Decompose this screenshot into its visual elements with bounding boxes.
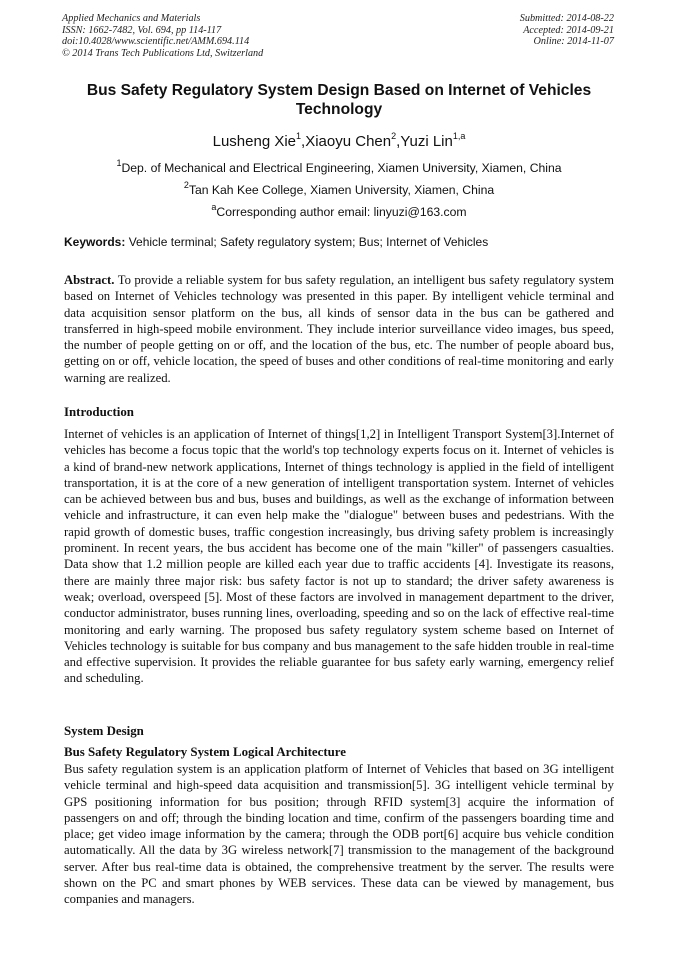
keywords-label: Keywords:	[64, 235, 126, 249]
issn: ISSN: 1662-7482, Vol. 694, pp 114-117	[62, 24, 222, 36]
affiliation-text: Tan Kah Kee College, Xiamen University, Xiamen, China	[188, 183, 495, 198]
journal-info	[62, 13, 263, 59]
affiliation-text: Dep. of Mechanical and Electrical Engineering, Xiamen University, Xiamen, China	[121, 161, 562, 176]
affiliation-sup: 2	[183, 180, 189, 190]
abstract-text: To provide a reliable system for bus safety regulation, an intelligent bus safety regulatory system based on Internet of Vehicles technology was presented in this paper. By intelligent vehicle terminal and data acquisition sensor platform on the bus, all kinds of sensor data in the bus can be gathered and transferred in high-speed mobile environment. They include interior surveillance video images, bus speed, the number of people getting on or off, and the location of the bus, etc. The number of people aboard bus, getting on or off, vehicle location, the speed of buses and other conditions of real-time monitoring and early warning are realized.	[64, 273, 614, 385]
author-sep: ,	[301, 133, 306, 150]
introduction-text: Internet of vehicles is an application of Internet of things[1,2] in Intelligent Transport System[3].Internet of vehicles has become a focus topic that the world's top technology experts focus on it. Internet of vehicles is a kind of brand-new network applications, Internet of things technology is applied in the field of intelligent transportation, it is at the core of a new generation of intelligent transportation system. Internet of vehicles can be achieved between bus and bus, buses and buildings, as well as the exchange of information between vehicle and infrastructure, it can even help make the "dialogue" between buses and pedestrians. With the rapid growth of domestic buses, traffic congestion increasingly, bus driving safety problem is increasingly prominent. In recent years, the bus accident has become one of the main "killer" of passengers casualties. Data show that 1.2 million people are killed each year due to traffic accidents [4]. Investigate its reasons, there are mainly three major risk: bus safety factor is not up to standard; the driver safety awareness is weak; overload, overspeed [5]. Most of these factors are involved in management department to the driver, conductor administrator, buses running lines, overloading, speeding and so on the lack of effective real-time monitoring and early warning. The proposed bus safety regulatory system scheme based on Internet of Vehicles technology is suitable for bus company and bus management to the safe hidden trouble in real-time and effective supervision. It provides the reliable guarantee for bus safety early warning, emergency relief and scheduling.	[64, 427, 614, 686]
author: Xiaoyu Chen	[305, 133, 392, 150]
author-sep: ,	[396, 133, 401, 150]
author-sup: 1	[296, 131, 302, 141]
author: Lusheng Xie	[212, 133, 297, 150]
submitted-date: Submitted: 2014-08-22	[519, 13, 614, 24]
dates-info	[520, 13, 614, 48]
affiliation	[60, 179, 618, 198]
author-sup: 1,a	[452, 131, 466, 141]
affiliation	[60, 157, 618, 176]
keywords-text: Vehicle terminal; Safety regulatory system; Bus; Internet of Vehicles	[128, 235, 489, 249]
accepted-date: Accepted: 2014-09-21	[523, 24, 614, 36]
author: Yuzi Lin	[400, 133, 453, 150]
copyright: © 2014 Trans Tech Publications Ltd, Switzerland	[62, 47, 264, 59]
keywords	[64, 235, 624, 250]
abstract-label: Abstract.	[64, 273, 115, 287]
author-sup: 2	[391, 131, 397, 141]
doi: doi:10.4028/www.scientific.net/AMM.694.114	[62, 36, 250, 48]
affiliation-sup: 1	[116, 158, 122, 168]
section-heading-introduction: Introduction	[64, 405, 134, 419]
author-list	[60, 128, 618, 151]
abstract	[64, 272, 614, 386]
online-date: Online: 2014-11-07	[533, 36, 614, 48]
affiliation-sup: a	[211, 202, 217, 212]
journal-name: Applied Mechanics and Materials	[62, 13, 201, 24]
section-heading-system-design: System Design	[64, 724, 144, 738]
system-design-text: Bus safety regulation system is an application platform of Internet of Vehicles that based on 3G intelligent vehicle terminal and high-speed data acquisition and transmission[5]. 3G intelligent vehicle terminal by GPS positioning information for bus position; through RFID system[3] acquire the information of passengers on and off; through the binding location and time, confirm of the passengers boarding time and place; get video image information by the camera; through the ODB port[6] acquire bus vehicle condition automatically. All the data by 3G wireless network[7] transmission to the management of the background server. After bus real-time data is obtained, the comprehensive treatment by the server. The results were shown on the PC and smart phones by WEB services. These data can be viewed by management, bus companies and managers.	[64, 762, 614, 907]
subsection-heading: Bus Safety Regulatory System Logical Architecture	[64, 745, 347, 759]
paper-title: Bus Safety Regulatory System Design Based on Internet of Vehicles Technology	[86, 82, 592, 118]
affiliation-text: Corresponding author email: linyuzi@163.com	[216, 205, 467, 220]
corresponding-author	[60, 201, 618, 220]
